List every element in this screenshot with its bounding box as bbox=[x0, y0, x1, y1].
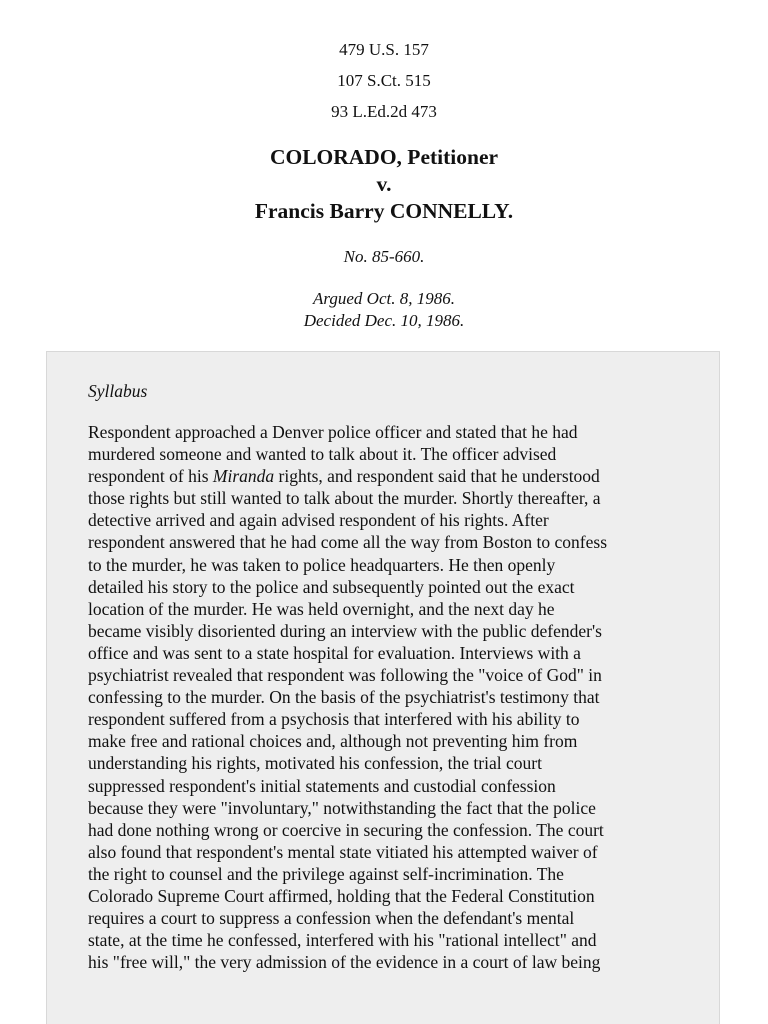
syllabus-line: had done nothing wrong or coercive in securing the confession. The court bbox=[88, 819, 604, 840]
syllabus-line: respondent suffered from a psychosis that interfered with his ability to bbox=[88, 709, 580, 730]
petitioner-name: COLORADO, Petitioner bbox=[269, 145, 499, 169]
syllabus-line: office and was sent to a state hospital for evaluation. Interviews with a bbox=[88, 642, 581, 663]
syllabus-line: Colorado Supreme Court affirmed, holding that the Federal Constitution bbox=[88, 885, 595, 906]
syllabus-line: state, at the time he confessed, interfered with his "rational intellect" and bbox=[88, 930, 597, 951]
syllabus-body bbox=[88, 421, 688, 973]
syllabus-line bbox=[88, 465, 688, 487]
versus-label: v. bbox=[376, 172, 392, 196]
syllabus-line: confessing to the murder. On the basis of the psychiatrist's testimony that bbox=[88, 687, 600, 708]
syllabus-line: became visibly disoriented during an interview with the public defender's bbox=[88, 620, 602, 641]
case-dates bbox=[0, 288, 768, 332]
argued-date: Argued Oct. 8, 1986. bbox=[313, 289, 455, 308]
syllabus-line: psychiatrist revealed that respondent was following the "voice of God" in bbox=[88, 665, 602, 686]
us-reports-citation: 479 U.S. 157 bbox=[339, 40, 429, 59]
syllabus-line: Respondent approached a Denver police officer and stated that he had bbox=[88, 422, 578, 442]
case-name-italic: Miranda bbox=[212, 466, 275, 487]
syllabus-line: understanding his rights, motivated his confession, the trial court bbox=[88, 753, 542, 774]
syllabus-line: detailed his story to the police and subsequently pointed out the exact bbox=[88, 576, 575, 597]
syllabus-text-segment: rights, and respondent said that he understood bbox=[274, 466, 600, 487]
lawyers-edition-citation: 93 L.Ed.2d 473 bbox=[331, 102, 437, 121]
syllabus-line: requires a court to suppress a confession when the defendant's mental bbox=[88, 908, 575, 929]
respondent-name: Francis Barry CONNELLY. bbox=[254, 199, 514, 223]
decided-date: Decided Dec. 10, 1986. bbox=[303, 311, 465, 330]
syllabus-line: because they were "involuntary," notwithstanding the fact that the police bbox=[88, 797, 596, 818]
supreme-court-reporter-citation: 107 S.Ct. 515 bbox=[337, 71, 431, 90]
syllabus-line: to the murder, he was taken to police headquarters. He then openly bbox=[88, 554, 556, 575]
syllabus-line: respondent answered that he had come all the way from Boston to confess bbox=[88, 532, 608, 553]
case-title bbox=[0, 144, 768, 225]
syllabus-line: location of the murder. He was held overnight, and the next day he bbox=[88, 598, 555, 619]
syllabus-line: those rights but still wanted to talk about the murder. Shortly thereafter, a bbox=[88, 488, 601, 509]
syllabus-line: murdered someone and wanted to talk about it. The officer advised bbox=[88, 444, 557, 465]
syllabus-line: make free and rational choices and, although not preventing him from bbox=[88, 731, 578, 752]
syllabus-line: suppressed respondent's initial statements and custodial confession bbox=[88, 775, 556, 796]
syllabus-text-segment: respondent of his bbox=[88, 466, 213, 487]
citation-block bbox=[0, 34, 768, 127]
docket-number: No. 85-660. bbox=[343, 247, 425, 266]
syllabus-heading: Syllabus bbox=[88, 381, 148, 401]
syllabus-section bbox=[46, 351, 720, 1024]
syllabus-line: the right to counsel and the privilege against self-incrimination. The bbox=[88, 863, 564, 884]
syllabus-line: detective arrived and again advised respondent of his rights. After bbox=[88, 510, 549, 531]
syllabus-line: also found that respondent's mental state vitiated his attempted waiver of bbox=[88, 841, 598, 862]
syllabus-line: his "free will," the very admission of the evidence in a court of law being bbox=[88, 952, 601, 973]
